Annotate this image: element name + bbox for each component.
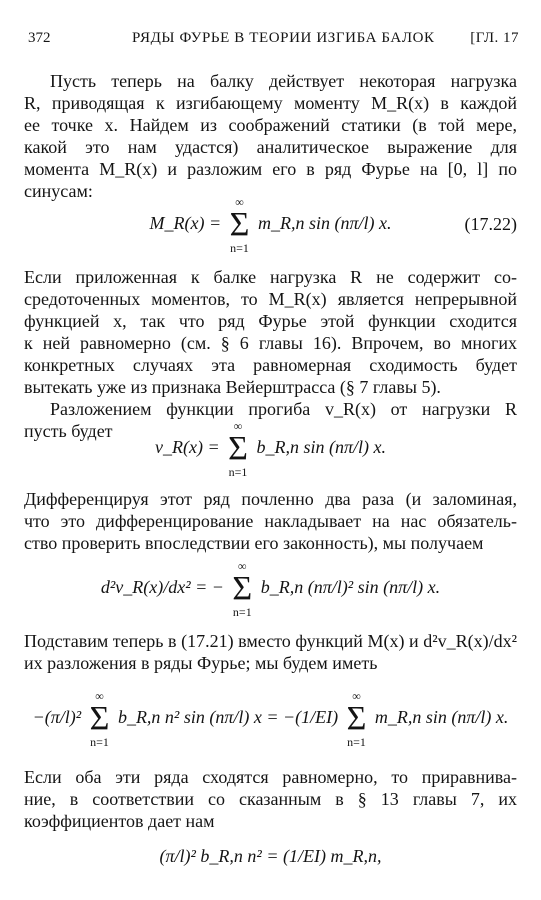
text-line: Дифференцируя этот ряд почленно два раза (и заломиная, <box>24 489 517 509</box>
text-line: R, приводящая к изгибающему моменту M_R(x) в каждой <box>24 93 517 113</box>
text-line: конкретных случаях эта равномерная сходимость будет <box>24 355 517 375</box>
equation-term-right: m_R,n sin (nπ/l) x. <box>374 707 509 728</box>
paragraph-2 <box>24 266 517 398</box>
text-line: Если приложенная к балке нагрузка R не содержит со- <box>24 267 517 287</box>
equation-text: (π/l)² b_R,n n² = (1/EI) m_R,n, <box>159 846 382 866</box>
equation-lhs: v_R(x) = <box>155 437 220 458</box>
equation-17-22 <box>24 196 517 254</box>
text-line: синусам: <box>24 181 93 201</box>
text-line: Разложением функции прогиба v_R(x) от нагрузки R <box>50 399 517 419</box>
paragraph-1 <box>24 70 517 202</box>
text-line: средоточенных моментов, то M_R(x) является непрерывной <box>24 289 517 309</box>
sum-symbol: ∞ Σ n=1 <box>346 689 367 749</box>
sum-lower-limit: n=1 <box>232 605 252 619</box>
text-line: ние, в соответствии со сказанным в § 13 главы 7, их <box>24 789 517 809</box>
equation-coefficients <box>24 846 517 867</box>
text-line: функцией x, так что ряд Фурье этой функции сходится <box>24 311 517 331</box>
equation-term: b_R,n sin (nπ/l) x. <box>256 437 386 458</box>
text-line: их разложения в ряды Фурье; мы будем иметь <box>24 653 378 673</box>
running-head <box>28 30 519 52</box>
sum-lower-limit: n=1 <box>230 241 249 255</box>
sum-lower-limit: n=1 <box>228 465 248 479</box>
equation-term: b_R,n (nπ/l)² sin (nπ/l) x. <box>260 577 441 598</box>
sum-lower-limit: n=1 <box>347 735 366 749</box>
text-line: вытекать уже из признака Вейерштрасса (§ 7 главы 5). <box>24 377 441 397</box>
text-line: к ней равномерно (см. § 6 главы 16). Впрочем, во многих <box>24 333 517 353</box>
equation-lhs: d²v_R(x)/dx² = − <box>100 577 224 598</box>
equation-lhs: −(π/l)² <box>32 707 82 728</box>
sum-upper-limit: ∞ <box>233 419 243 433</box>
text-line: ее точке x. Найдем из соображений статики (в той мере, <box>24 115 517 135</box>
text-line: Подставим теперь в (17.21) вместо функций M(x) и d²v_R(x)/dx² <box>24 631 517 651</box>
equation-term-left: b_R,n n² sin (nπ/l) x = −(1/EI) <box>117 707 339 728</box>
running-title: РЯДЫ ФУРЬЕ В ТЕОРИИ ИЗГИБА БАЛОК <box>132 30 435 46</box>
sum-symbol: ∞ Σ n=1 <box>228 419 248 479</box>
text-line: коэффициентов дает нам <box>24 811 215 831</box>
equation-term: m_R,n sin (nπ/l) x. <box>257 213 392 234</box>
text-line: Пусть теперь на балку действует некоторая нагрузка <box>50 71 517 91</box>
equation-second-derivative <box>24 560 517 618</box>
page-number: 372 <box>28 30 51 46</box>
text-line: что это дифференцирование накладывает на нас обязатель- <box>24 511 517 531</box>
sum-upper-limit: ∞ <box>95 689 104 703</box>
text-line: пусть будет <box>24 421 113 441</box>
equation-deflection-series <box>24 420 517 478</box>
paragraph-5 <box>24 630 517 674</box>
sum-upper-limit: ∞ <box>235 195 244 209</box>
sum-lower-limit: n=1 <box>90 735 109 749</box>
equation-lhs: M_R(x) = <box>149 213 222 234</box>
sum-symbol: ∞ Σ n=1 <box>89 689 110 749</box>
sum-upper-limit: ∞ <box>238 559 247 573</box>
sum-upper-limit: ∞ <box>352 689 361 703</box>
text-line: момента M_R(x) и разложим его в ряд Фурье на [0, l] по <box>24 159 517 179</box>
sum-symbol: ∞ Σ n=1 <box>229 195 250 255</box>
sum-symbol: ∞ Σ n=1 <box>232 559 253 619</box>
text-line: какой это нам удастся) аналитическое выражение для <box>24 137 517 157</box>
chapter-label: [ГЛ. 17 <box>470 30 519 46</box>
equation-series-equality <box>24 690 517 748</box>
paragraph-6 <box>24 766 517 832</box>
equation-number: (17.22) <box>464 214 517 234</box>
paragraph-4 <box>24 488 517 554</box>
text-line: ство проверить впоследствии его законность), мы получаем <box>24 533 484 553</box>
text-line: Если оба эти ряда сходятся равномерно, то приравнива- <box>24 767 517 787</box>
